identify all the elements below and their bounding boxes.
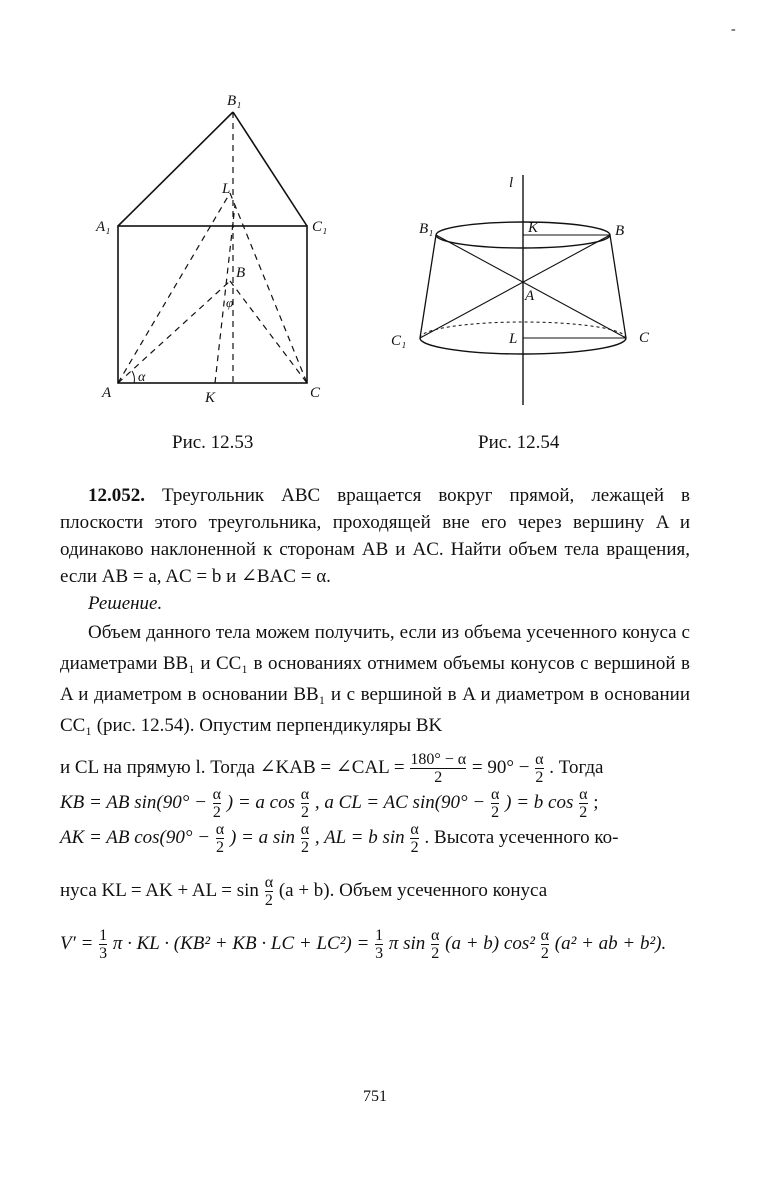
fraction: $\frac{\alpha}{2}$	[540, 927, 550, 962]
problem-text: Треугольник ABC вращается вокруг прямой, лежащей в плоскости этого треугольника, проходящей вне его через вершину A и одинаково наклоненной к сторонам AB и AC. Найти объем тела вращения, если AB = a, AC = b и ∠BAC = α.	[60, 485, 690, 587]
fraction: $\frac{\alpha}{2}$	[490, 786, 500, 821]
fraction: $\frac{180^\circ - \alpha}{2}$	[410, 751, 467, 786]
kb-line: KB = AB sin(90° − $\frac{\alpha}{2}$ ) = a cos $\frac{\alpha}{2}$ , а CL = AC sin(90° − $\frac{\alpha}{2}$ ) = b cos $\frac{\alpha}{2}$ ;	[60, 786, 599, 821]
edge-a1-b1	[118, 112, 233, 226]
label-c: C	[310, 385, 321, 401]
segment-b1-c	[436, 235, 626, 338]
fraction: $\frac{1}{3}$	[99, 927, 108, 962]
fraction: $\frac{\alpha}{2}$	[300, 821, 310, 856]
dash-l-c	[230, 193, 307, 383]
fraction: $\frac{\alpha}{2}$	[579, 786, 588, 821]
label-l-axis: l	[509, 175, 514, 191]
label-c: C	[639, 330, 650, 346]
figure-12-53	[90, 85, 330, 415]
fraction: $\frac{\alpha}{2}$	[264, 874, 274, 909]
label-b1: B₁	[227, 93, 242, 109]
corner-mark: -	[731, 22, 736, 37]
figure-12-54	[383, 165, 663, 410]
label-b1: B₁	[419, 221, 434, 237]
label-k: K	[205, 390, 216, 406]
alpha-arc	[132, 371, 134, 383]
fraction: $\frac{\alpha}{2}$	[410, 821, 419, 856]
dash-k-line	[215, 205, 235, 383]
fraction: $\frac{\alpha}{2}$	[212, 786, 222, 821]
solution-heading: Решение.	[88, 593, 163, 614]
caption-12-53: Рис. 12.53	[172, 432, 254, 453]
label-k: K	[528, 220, 539, 236]
dash-a-l	[118, 193, 230, 383]
label-phi: φ	[226, 295, 234, 310]
segment-b-c1	[420, 235, 610, 338]
label-alpha: α	[138, 370, 146, 385]
fraction: $\frac{1}{3}$	[375, 927, 384, 962]
problem-number: 12.052.	[88, 485, 145, 506]
dash-a-b	[118, 281, 230, 383]
ak-line: AK = AB cos(90° − $\frac{\alpha}{2}$ ) = a sin $\frac{\alpha}{2}$ , AL = b sin $\frac{\alpha}{2}$ . Высота усеченного ко-	[60, 821, 619, 856]
volume-line: V′ = $\frac{1}{3}$ π · KL · (KB² + KB · LC + LC²) = $\frac{1}{3}$ π sin $\frac{\alpha}{2}$ (a + b) cos² $\frac{\alpha}{2}$ (a² + ab + b²).	[60, 927, 667, 962]
generatrix-right	[610, 235, 626, 338]
angles-line: и CL на прямую l. Тогда ∠KAB = ∠CAL = $\frac{180^\circ - \alpha}{2}$ = 90° − $\frac{\alpha}{2}$ . Тогда	[60, 751, 604, 786]
label-a: A	[525, 288, 535, 304]
page-number: 751	[363, 1088, 387, 1105]
label-l: L	[222, 181, 231, 197]
edge-b1-c1	[233, 112, 307, 226]
solution-paragraph: Объем данного тела можем получить, если из объема усеченного конуса с диаметрами BB₁ и CC₁ в основаниях отнимем объемы конусов с вершиной в A и диаметром в основании BB₁ и с вершиной в A и диаметром в основании CC₁ (рис. 12.54). Опустим перпендикуляры BK	[60, 622, 690, 736]
main-text	[60, 482, 690, 962]
label-c1: C₁	[312, 219, 328, 235]
kl-line: нуса KL = AK + AL = sin $\frac{\alpha}{2}$ (a + b). Объем усеченного конуса	[60, 874, 548, 909]
label-c1: C₁	[391, 333, 407, 349]
fraction: $\frac{\alpha}{2}$	[535, 751, 544, 786]
generatrix-left	[420, 235, 436, 338]
fraction: $\frac{\alpha}{2}$	[431, 927, 440, 962]
problem-statement	[60, 482, 690, 590]
label-l: L	[509, 331, 518, 347]
label-a: A	[102, 385, 112, 401]
fraction: $\frac{\alpha}{2}$	[300, 786, 310, 821]
dash-b-c	[230, 281, 307, 383]
fraction: $\frac{\alpha}{2}$	[215, 821, 225, 856]
label-b: B	[615, 223, 625, 239]
caption-12-54: Рис. 12.54	[478, 432, 560, 453]
label-a1: A₁	[96, 219, 111, 235]
prism-face	[118, 226, 307, 383]
label-b: B	[236, 265, 246, 281]
